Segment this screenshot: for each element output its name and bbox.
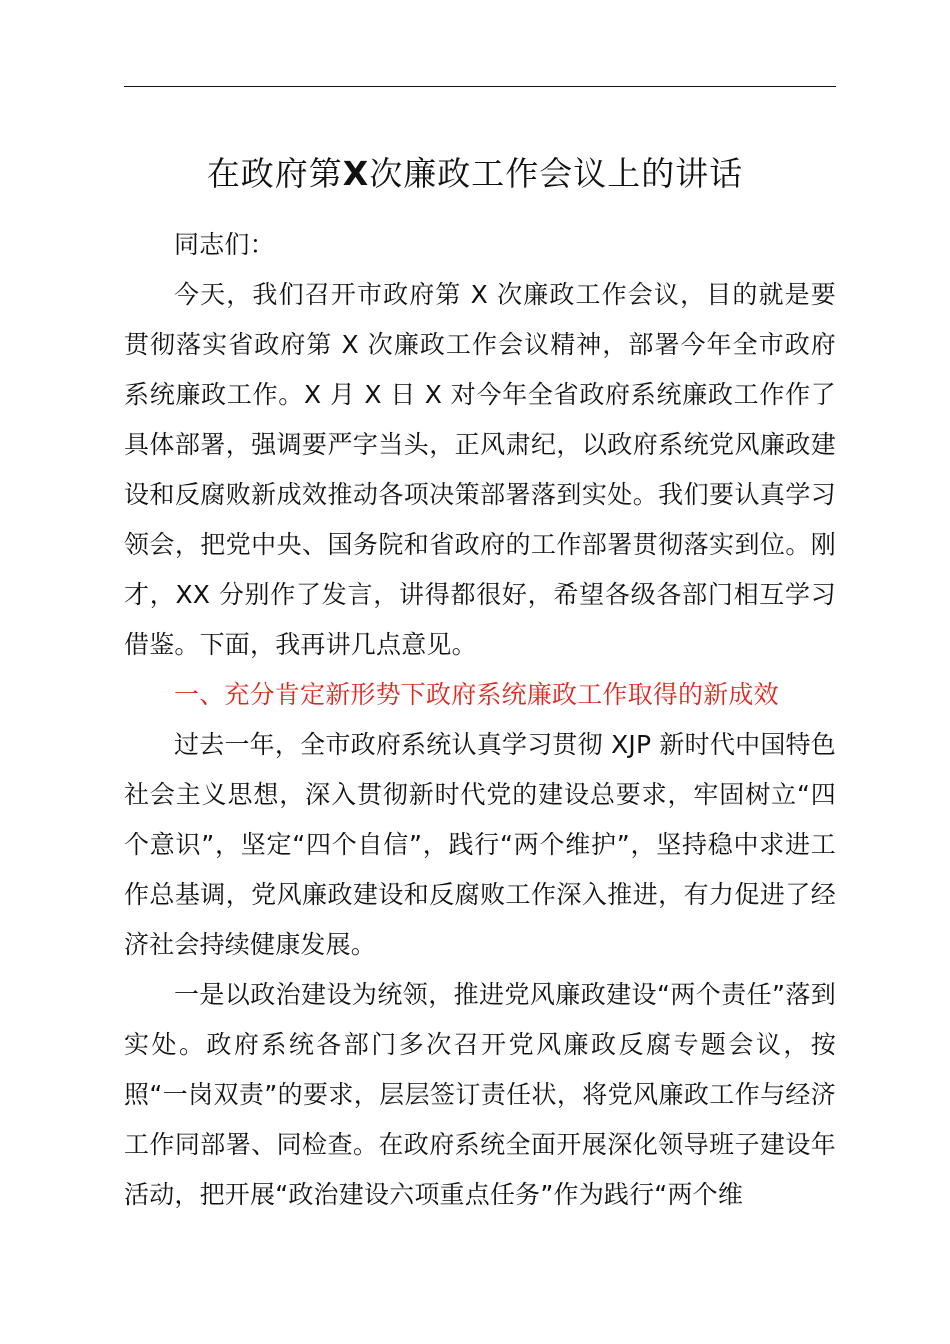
salutation: 同志们： (174, 230, 275, 259)
section-heading: 一、充分肯定新形势下政府系统廉政工作取得的新成效 (174, 680, 779, 709)
paragraph: 今天，我们召开市政府第 X 次廉政工作会议，目的就是要贯彻落实省政府第 X 次廉政工作会议精神，部署今年全市政府系统廉政工作。X 月 X 日 X 对今年全省政府系统廉政工作作了具体部署，强调要严字当头，正风肃纪，以政府系统党风廉政建设和反腐败新成效推动各项决策部署落到实处。我们要认真学习领会，把党中央、国务院和省政府的工作部署贯彻落实到位。刚才，XX 分别作了发言，讲得都很好，希望各级各部门相互学习借鉴。下面，我再讲几点意见。 (124, 280, 836, 659)
title-suffix: 次廉政工作会议上的讲话 (369, 154, 744, 193)
header-rule (124, 86, 836, 87)
title-prefix: 在政府第 (206, 154, 343, 193)
document-body (124, 220, 836, 1220)
document-title (0, 150, 950, 198)
paragraph: 一是以政治建设为统领，推进党风廉政建设“两个责任”落到实处。政府系统各部门多次召开党风廉政反腐专题会议，按照“一岗双责”的要求，层层签订责任状，将党风廉政工作与经济工作同部署、同检查。在政府系统全面开展深化领导班子建设年活动，把开展“政治建设六项重点任务”作为践行“两个维 (124, 980, 836, 1209)
paragraph: 过去一年，全市政府系统认真学习贯彻 XJP 新时代中国特色社会主义思想，深入贯彻新时代党的建设总要求，牢固树立“四个意识”，坚定“四个自信”，践行“两个维护”，坚持稳中求进工作总基调，党风廉政建设和反腐败工作深入推进，有力促进了经济社会持续健康发展。 (124, 730, 836, 959)
title-x: X (342, 154, 370, 193)
